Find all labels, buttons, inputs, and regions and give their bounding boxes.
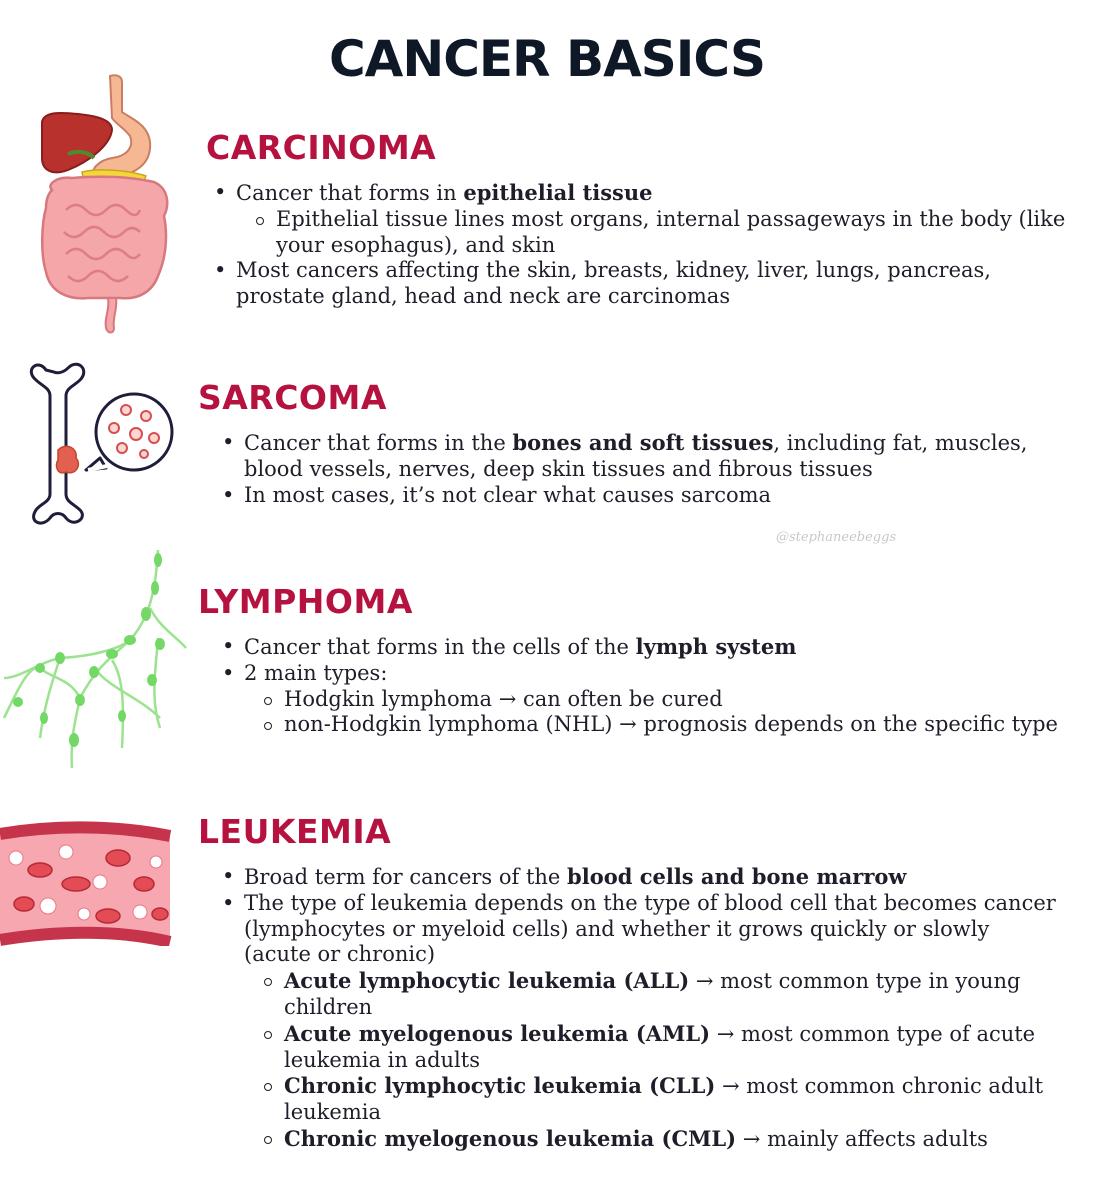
blood-vessel-icon bbox=[0, 818, 172, 946]
bullet-item bbox=[222, 483, 1042, 509]
text: Cancer that forms in the bbox=[244, 431, 513, 455]
sub-bullet-item bbox=[262, 712, 1082, 738]
digestive-system-icon bbox=[38, 72, 178, 334]
bold-text: lymph system bbox=[635, 634, 797, 659]
bold-text: epithelial tissue bbox=[463, 180, 653, 205]
lymph-system-icon bbox=[0, 548, 190, 770]
text: Most cancers affecting the skin, breasts, kidney, liver, lungs, pancreas, prostate gland, head and neck are carcinomas bbox=[236, 258, 991, 309]
section-title-lymphoma: LYMPHOMA bbox=[198, 582, 413, 621]
bullet-item bbox=[222, 864, 1062, 891]
sub-bullet-item bbox=[262, 968, 1062, 1021]
bullet-item bbox=[222, 661, 1082, 687]
bullet-item bbox=[214, 258, 1074, 310]
text: Cancer that forms in bbox=[236, 181, 464, 205]
bullet-item bbox=[222, 891, 1062, 968]
section-title-leukemia: LEUKEMIA bbox=[198, 812, 392, 851]
text: 2 main types: bbox=[244, 660, 388, 685]
sub-bullet-item bbox=[262, 687, 1082, 713]
leukemia-bullet-list bbox=[222, 864, 1062, 1153]
text: Broad term for cancers of the bbox=[244, 865, 568, 889]
bullet-item bbox=[222, 430, 1042, 483]
bullet-item bbox=[222, 634, 1082, 661]
text: non-Hodgkin lymphoma (NHL) → prognosis depends on the specific type bbox=[284, 712, 1058, 737]
text: , including fat, muscles, blood vessels, nerves, deep skin tissues and fibrous tissues bbox=[244, 431, 1028, 481]
text: Cancer that forms in the cells of the bbox=[244, 635, 636, 659]
bold-text: Acute lymphocytic leukemia (ALL) bbox=[284, 968, 690, 994]
page-title: CANCER BASICS bbox=[328, 30, 766, 88]
bone-tumor-icon bbox=[28, 358, 178, 528]
section-title-sarcoma: SARCOMA bbox=[198, 378, 387, 417]
bold-text: Chronic myelogenous leukemia (CML) bbox=[284, 1125, 737, 1151]
bullet-item bbox=[214, 180, 1074, 207]
sub-bullet-item bbox=[262, 1126, 1062, 1153]
text: Hodgkin lymphoma → can often be cured bbox=[284, 686, 723, 711]
text: → most common chronic adult leukemia bbox=[284, 1074, 1044, 1125]
text: → mainly affects adults bbox=[736, 1126, 988, 1151]
sub-bullet-item bbox=[262, 1073, 1062, 1126]
watermark: @stephaneebeggs bbox=[776, 530, 897, 545]
sub-bullet-item bbox=[254, 207, 1074, 259]
carcinoma-bullet-list bbox=[214, 180, 1074, 310]
text: → most common type of acute leukemia in adults bbox=[284, 1021, 1036, 1072]
bold-text: blood cells and bone marrow bbox=[567, 864, 907, 889]
text: The type of leukemia depends on the type of blood cell that becomes cancer (lymphocytes or myeloid cells) and whether it grows quickly or slowly (acute or chronic) bbox=[244, 890, 1056, 967]
text: Epithelial tissue lines most organs, internal passageways in the body (like your esophagus), and skin bbox=[276, 206, 1066, 257]
text: → most common type in young children bbox=[284, 969, 1021, 1019]
lymphoma-bullet-list bbox=[222, 634, 1082, 738]
bold-text: Acute myelogenous leukemia (AML) bbox=[284, 1020, 711, 1046]
sarcoma-bullet-list bbox=[222, 430, 1042, 508]
bold-text: Chronic lymphocytic leukemia (CLL) bbox=[284, 1073, 716, 1099]
bold-text: bones and soft tissues bbox=[512, 430, 774, 455]
text: In most cases, it’s not clear what causes sarcoma bbox=[244, 482, 772, 507]
sub-bullet-item bbox=[262, 1021, 1062, 1074]
section-title-carcinoma: CARCINOMA bbox=[206, 128, 437, 167]
